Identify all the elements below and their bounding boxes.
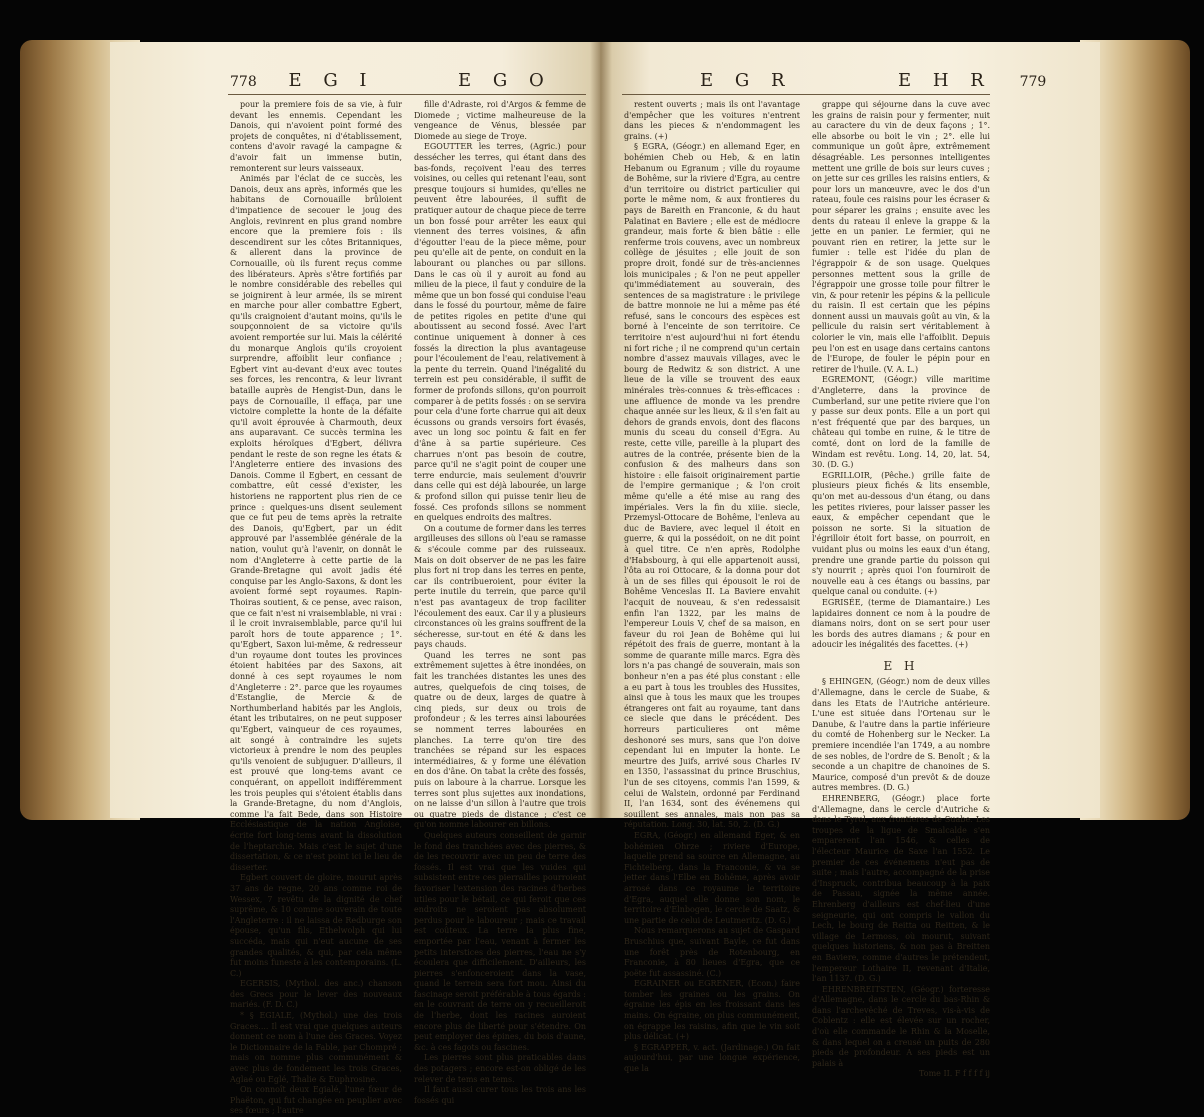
left-head-word-1: E G I: [288, 70, 375, 91]
article-paragraph: EGRA, (Géogr.) en allemand Eger, & en bohémien Ohrze ; riviere d'Europe, laquelle prend sa source en Allemagne, au Fichtelberg, dans la Franconie, & va se jetter dans l'Elbe en Bohême, après avoir arrosé dans ce royaume le territoire d'Egra, auquel elle donne son nom, le territoire d'Elnbogen, le cercle de Saatz, & une partie de celui de Leutmeritz. (D. G.): [624, 830, 800, 925]
article-paragraph: pour la premiere fois de sa vie, à fuir devant les ennemis. Cependant les Danois, qui n'avoient point formé des projets de conquêtes, ni d'établissement, contens d'avoir ravagé la campagne & d'avoir fait un immense butin, remonterent sur leurs vaisseaux.: [230, 100, 402, 173]
article-paragraph: EGRAINER ou EGRENER, (Econ.) faire tomber les graines ou les grains. On égraine les épis en les froissant dans les mains. On égraine, on plus communément, on égrappe les raisins, afin que le vin soit plus délicat. (+): [624, 979, 800, 1042]
article-paragraph: Quelques auteurs conseillent de garnir le fond des tranchées avec des pierres, & de les recouvrir avec un peu de terre des fossés. Il est vrai que les vuides qui subsistent entre ces pierrailles pourroient favoriser l'extension des racines d'herbes utiles pour le bétail, ce qui feroit que ces endroits ne seroient pas absolument perdus pour le laboureur ; mais ce travail est coûteux. La terre la plus fine, emportée par l'eau, venant à fermer les petits interstices des pierres, l'eau ne s'y écoulera que difficilement. D'ailleurs, les pierres s'enfonceroient dans la vase, quand le terrein sera fort mou. Ainsi du fascinage seroit préférable à tous égards : en le couvrant de terre on y recueilleroit de l'herbe, dont les racines auroient encore plus de liberté pour s'étendre. On peut employer des épines, du bois d'aune, &c. à ces fagots ou fascines.: [414, 830, 586, 1052]
right-head-word-2: E H R: [898, 70, 992, 91]
left-head-word-2-wrap: [458, 70, 552, 91]
article-paragraph: Tome II. F f f f f ij: [919, 1069, 990, 1079]
right-column-1: [624, 100, 800, 1074]
right-head-word-1: E G R: [700, 70, 793, 91]
right-page-number: 779: [1019, 74, 1047, 90]
section-heading: E H: [883, 658, 919, 673]
article-paragraph: EHRENBERG, (Géogr.) place forte d'Allemagne, dans le cercle d'Autriche & dans le Tyrol, aux frontieres de Suabe. Les troupes de la ligue de Smalcalde s'en emparerent l'an 1546, & celles de l'électeur Maurice de Saxe l'an 1552. Le premier de ces événemens n'eut pas de suite ; mais l'autre, accompagné de la prise d'Inspruck, contribua beaucoup à la paix de Passau, signée la même année. Ehrenberg d'ailleurs est chef-lieu d'une seigneurie, qui ont compris le vallon du Lech, le bourg de Reitta ou Reitten, & le village de Lermoss, où mourut, suivant quelques historiens, & non pas à Breitten en Baviere, comme d'autres le prétendent, l'empereur Lothaire II, revenant d'Italie, l'an 1137. (D. G.): [812, 794, 990, 984]
left-page-number: 778: [230, 74, 257, 90]
article-paragraph: * § EGIALE, (Mythol.) une des trois Graces.... Il est vrai que quelques auteurs donnent ce nom à l'une des Graces. Voyez le Dictionnaire de la Fable, par Chompré ; mais on nomme plus communément & avec plus de fondement les trois Graces, Aglaé ou Eglé, Thalie & Euphrosine.: [230, 1011, 402, 1084]
left-column-1: [230, 100, 402, 1116]
article-paragraph: Quand les terres ne sont pas extrêmement sujettes à être inondées, on fait les tranchées distantes les unes des autres, quelquefois de cinq toises, de quatre ou de deux, larges de quatre à cinq pieds, sur deux ou trois de profondeur ; & les terres ainsi labourées se nomment terres labourées en planches. La terre qu'on tire des tranchées se répand sur les espaces intermédiaires, & y forme une élévation en dos d'âne. On tabat la crête des fossés, puis on laboure à la charrue. Lorsque les terres sont plus sujettes aux inondations, on ne laisse d'un sillon à l'autre que trois ou quatre pieds de distance ; c'est ce qu'on nomme labourer en billons.: [414, 650, 586, 830]
article-paragraph: On connoît deux Egialé, l'une fœur de Phaëton, qui fut changée en peuplier avec ses fœurs ; l'autre: [230, 1085, 402, 1116]
article-paragraph: § EGRA, (Géogr.) en allemand Eger, en bohémien Cheb ou Heb, & en latin Hebanum ou Egranum ; ville du royaume de Bohême, sur la riviere d'Egra, au centre d'un territoire ou district particulier qui porte le même nom, & aux frontieres du pays de Bareith en Franconie, & du haut Palatinat en Baviere ; elle est de médiocre grandeur, mais forte & bien bâtie : elle renferme trois couvens, avec un nombreux collège de jésuites ; elle jouit de son propre droit, fondé sur de très-anciennes lois municipales ; & l'on ne peut appeller qu'immédiatement au souverain, des sentences de sa magistrature : le privilege de battre monnoie ne lui a même pas été refusé, sans le concours des espèces est borné à l'enceinte de son territoire. Ce territoire n'est aujourd'hui ni fort étendu ni fort riche ; il ne comprend qu'un certain nombre d'assez mauvais villages, avec le bourg de Redwitz & son district. A une lieue de la ville se trouvent des eaux minérales très-connues & très-efficaces : une affluence de monde va les prendre chaque année sur les lieux, & il s'en fait au dehors de grands envois, dont des flacons munis du sceau du conseil d'Egra. Au reste, cette ville, pareille à la plupart des autres de la contrée, présente bien de la confusion & des malheurs dans son histoire : elle faisoit originairement partie de l'empire germanique ; & l'on croit même qu'elle a été mise au rang des impériales. Vers la fin du xiiie. siecle, Przemysl-Ottocare de Bohême, l'enleva au duc de Baviere, avec lequel il étoit en guerre, & qui la possédoit, on ne dit point à quel titre. Ce n'en après, Rodolphe d'Habsbourg, à qui elle appartenoit aussi, l'ôta au roi Ottocare, & la donna pour dot à un de ses filles qui épousoit le roi de Bohême Venceslas II. La Baviere envahit l'acquit de nouveau, & s'en redessaisit enfin l'an 1322, par les mains de l'empereur Louis V, chef de sa maison, en faveur du roi Jean de Bohême qui lui répétoit des frais de guerre, montant à la somme de quarante mille marcs. Egra dès lors n'a pas changé de souverain, mais son bonheur n'en a pas été plus constant : elle a eu part à tous les troubles des Hussites, ainsi que à tous les maux que les troupes étrangeres ont fait au royaume, tant dans ce siecle que dans le précédent. Des horreurs particulieres ont même deshonoré ses murs, sans que l'on doive cependant lui en imputer la honte. Le meurtre des Juifs, arrivé sous Charles IV en 1350, l'assassinat du prince Bruschius, l'un de ses citoyens, commis l'an 1599, & celui de Walstein, ordonné par Ferdinand II, l'an 1634, sont des événemens qui souillent ses annales, mais non pas sa réputation. Long. 30, lat. 50, 2. (D. G.): [624, 142, 800, 830]
article-paragraph: fille d'Adraste, roi d'Argos & femme de Diomede ; victime malheureuse de la vengeance de Vénus, blessée par Diomede au siege de Troye.: [414, 100, 586, 141]
book-gutter: [590, 42, 612, 818]
article-paragraph: EGOUTTER les terres, (Agric.) pour dessécher les terres, qui étant dans des bas-fonds, reçoivent l'eau des terres voisines, ou celles qui retenant l'eau, sont presque toujours si humides, qu'elles ne peuvent être labourées, il suffit de pratiquer autour de chaque piece de terre un bon fossé pour arrêter les eaux qui viennent des terres voisines, & afin d'égoutter l'eau de la piece même, pour peu qu'elle ait de pente, on conduit en la labourant ou planches ou par sillons. Dans le cas où il y auroit au fond au milieu de la piece, il faut y conduire de la même que un bon fossé qui conduise l'eau dans le fossé du pourtour, même de faire de petites rigoles en petite d'une qui aboutissent au second fossé. Avec l'art continue uniquement à donner à ces fossés la direction la plus avantageuse pour l'écoulement de l'eau, relativement à la pente du terrein. Quand l'inégalité du terrein est peu considérable, il suffit de former de profonds sillons, qu'on pourroit comparer à de petits fossés : on se servira pour cela d'une forte charrue qui ait deux écussons ou grands versoirs fort évasés, avec un long soc pointu & fait en fer d'âne à sa partie supérieure. Ces charrues n'ont pas besoin de coutre, parce qu'il ne s'agit point de couper une terre endurcie, mais seulement d'ouvrir dans celle qui est déjà labourée, un large & profond sillon qui puisse tenir lieu de fossé. Ces profonds sillons se nomment en quelques endroits des maîtres.: [414, 142, 586, 523]
article-paragraph: On a coutume de former dans les terres argilleuses des sillons où l'eau se ramasse & s'écoule comme par des ruisseaux. Mais on doit observer de ne pas les faire plus fort ni trop dans les terres en pente, car ils contribueroient, pour éviter la perte inutile du terrein, que parce qu'il n'est pas avantageux de trop faciliter l'écoulement des eaux. Car il y a plusieurs circonstances où les grains souffrent de la sécheresse, sur-tout en été & dans les pays chauds.: [414, 523, 587, 650]
article-paragraph: EGRISÉE, (terme de Diamantaire.) Les lapidaires donnent ce nom à la poudre de diamans noirs, dont on se sert pour user les bords des autres diamans ; & pour en adoucir les inégalités des facettes. (+): [812, 597, 990, 650]
right-column-2: [812, 100, 990, 1079]
article-paragraph: Il faut aussi curer tous les trois ans les fossés qui: [414, 1085, 586, 1105]
article-paragraph: Les pierres sont plus praticables dans des potagers ; encore est-on obligé de les relever de tems en tems.: [414, 1053, 586, 1084]
left-head-word-2: E G O: [458, 70, 552, 91]
article-paragraph: EGERSIS, (Mythol. des anc.) chanson des Grecs pour le lever des nouveaux mariés. (F. D. C.): [230, 979, 402, 1010]
right-head-rule: [622, 94, 990, 95]
article-paragraph: Animés par l'éclat de ce succès, les Danois, deux ans après, informés que les habitans de Cornouaille brûloient d'impatience de secouer le joug des Anglois, revinrent en plus grand nombre encore que la premiere fois : ils descendirent sur les côtes Britanniques, & allerent dans la province de Cornouaille, où ils furent reçus comme des libérateurs. Après s'être fortifiés par le nombre considérable des rebelles qui se joignirent à leur armée, ils se mirent en marche pour aller combattre Egbert, qu'ils craignoient d'autant moins, qu'ils le soupçonnoient de sa victoire qu'ils avoient remportée sur lui. Mais la célérité du monarque Anglois qu'ils croyoient surprendre, affoiblit leur confiance ; Egbert vint au-devant d'eux avec toutes ses forces, les rencontra, & leur livrant bataille auprès de Hengist-Dun, dans le pays de Cornouaille, il effaça, par une victoire complette la honte de la défaite qu'il avoit éprouvée à Charmouth, deux ans auparavant. Ce succès termina les exploits héroïques d'Egbert, délivra pendant le reste de son regne les états & l'Angleterre entiere des invasions des Danois. Comme il Egbert, en cessant de combattre, eût cessé d'exister, les historiens ne rapportent plus rien de ce prince : quelques-uns disent seulement que ce fut peu de tems après la retraite des Danois, qu'Egbert, par un édit approuvé par l'assemblée générale de la nation, voulut qu'à l'avenir, on donnât le nom d'Angleterre à cette partie de la Grande-Bretagne qui avoit jadis été conquise par les Anglo-Saxons, & dont les avoient formé sept royaumes. Rapin-Thoiras soutient, & ce pense, avec raison, que ce fait n'est ni vraisemblable, ni vrai : il le croit invraisemblable, parce qu'il lui paroît hors de toute apparence ; 1°. qu'Egbert, Saxon lui-même, & redresseur d'un royaume dont toutes les provinces étoient habitées par des Saxons, ait donné à ces sept royaumes le nom d'Angleterre : 2°. parce que les royaumes d'Estanglie, de Mercie & de Northumberland habités par les Anglois, étant les tributaires, on ne peut supposer qu'Egbert, vainqueur de ces royaumes, ait songé à contraindre les sujets victorieux à prendre le nom des peuples qu'ils venoient de subjuguer. D'ailleurs, il est prouvé que long-tems avant ce conquérant, on appelloit indifféremment les trois peuples qui s'étoient établis dans la Grande-Bretagne, du nom d'Anglois, comme l'a fait Bede, dans son Histoire Ecclésiastique de la nation Angloise, écrite fort long-tems avant la dissolution de l'heptarchie. Mais c'est le sujet d'une dissertation, & ce n'est point ici le lieu de disserter.: [230, 174, 402, 872]
article-paragraph: grappe qui séjourne dans la cuve avec les grains de raisin pour y fermenter, nuit au caractere du vin de deux façons ; 1°. elle absorbe ou boit le vin ; 2°. elle lui communique un goût âpre, extrêmement désagréable. Les personnes intelligentes mettent une grille de bois sur leurs cuves ; on jette sur ces grilles les raisins entiers, & pour lors un manœuvre, avec le dos d'un rateau, foule ces raisins pour les écraser & pour séparer les grains ; ensuite avec les dents du rateau il enleve la grappe & la jette en un panier. Le fermier, qui ne pouvant rien en retirer, la jette sur le fumier : telle est l'idée du plan de l'égrappoir & de son usage. Quelques personnes mettent sous la grille de l'égrappoir une grosse toile pour filtrer le vin, & pour retenir les pépins & la pellicule du raisin. Il est certain que les pépins donnent aussi un mauvais goût au vin, & la pellicule du raisin sert véritablement à colorier le vin, mais elle l'affoiblit. Depuis peu l'on est en usage dans certains cantons de l'Europe, de fouler le pépin pour en retirer de l'huile. (V. A. L.): [812, 100, 990, 374]
article-paragraph: § EGRAPPER, v. act. (Jardinage.) On fait aujourd'hui, par une longue expérience, que la: [624, 1042, 800, 1074]
left-head-rule: [228, 94, 586, 95]
article-paragraph: Nous remarquerons au sujet de Gaspard Bruschius que, suivant Bayle, ce fut dans une forêt près de Rotenbourg, en Franconie, à 80 lieues d'Egra, que ce poëte fut assassiné. (C.): [624, 926, 800, 978]
left-column-2: [414, 100, 587, 1105]
article-paragraph: EGRILLOIR, (Pêche.) grille faite de plusieurs pieux fichés & lits ensemble, qu'on met au-dessous d'un étang, ou dans les petites rivieres, pour laisser passer les eaux, & empêcher cependant que le poisson ne sorte. Si la situation de l'égrilloir étoit fort basse, on pourroit, en vuidant plus ou moins les eaux d'un étang, prendre une grande partie du poisson qui s'y nourrit ; après quoi l'on fourniroit de nouvelle eau à ces étangs ou bassins, par quelque canal ou conduite. (+): [812, 470, 990, 597]
article-paragraph: EGREMONT, (Géogr.) ville maritime d'Angleterre, dans la province de Cumberland, sur une petite riviere que l'on y passe sur deux ponts. Elle a un port qui n'est fréquenté que par des barques, un château qui tombe en ruine, & le titre de comté, dont on lord de la famille de Windam est revêtu. Long. 14, 20, lat. 54, 30. (D. G.): [812, 375, 990, 470]
left-running-head: [230, 70, 375, 91]
article-paragraph: § EHINGEN, (Géogr.) nom de deux villes d'Allemagne, dans le cercle de Suabe, & dans les Etats de l'Autriche antérieure. L'une est située dans l'Ortenau sur le Danube, & l'autre dans la partie inférieure du comté de Hohenberg sur le Necker. La premiere incendiée l'an 1749, a au nombre de ses nobles, de l'ordre de S. Benoît ; & la seconde a un chapitre de chanoines de S. Maurice, composé d'un prevôt & de douze autres membres. (D. G.): [812, 677, 990, 793]
right-head-word-1-wrap: [700, 70, 793, 91]
article-paragraph: Egbert couvert de gloire, mourut après 37 ans de regne, 20 ans comme roi de Wessex, 7 revêtu de la dignité de chef suprême, & 10 comme souverain de toute l'Angleterre : il ne laissa de Redburge son épouse, qu'un fils, Ethelwolph qui lui succéda, mais qui n'eut aucune de ses grandes qualités, & qui, par cela même fut moins funeste à les contemporains. (L. C.): [230, 873, 402, 978]
article-paragraph: EHRENBREITSTEN, (Géogr.) forteresse d'Allemagne, dans le cercle du bas-Rhin & dans l'archevêché de Treves, vis-à-vis de Coblentz : elle est élevée sur un rocher, d'où elle commande le Rhin & la Moselle, & dans lequel on a creusé un puits de 280 pieds de profondeur. A ses pieds est un palais à: [812, 984, 990, 1068]
article-paragraph: restent ouverts ; mais ils ont l'avantage d'empêcher que les voitures n'entrent dans les pieces & n'endommagent les grains. (+): [624, 100, 800, 141]
right-running-head: [898, 70, 1046, 91]
